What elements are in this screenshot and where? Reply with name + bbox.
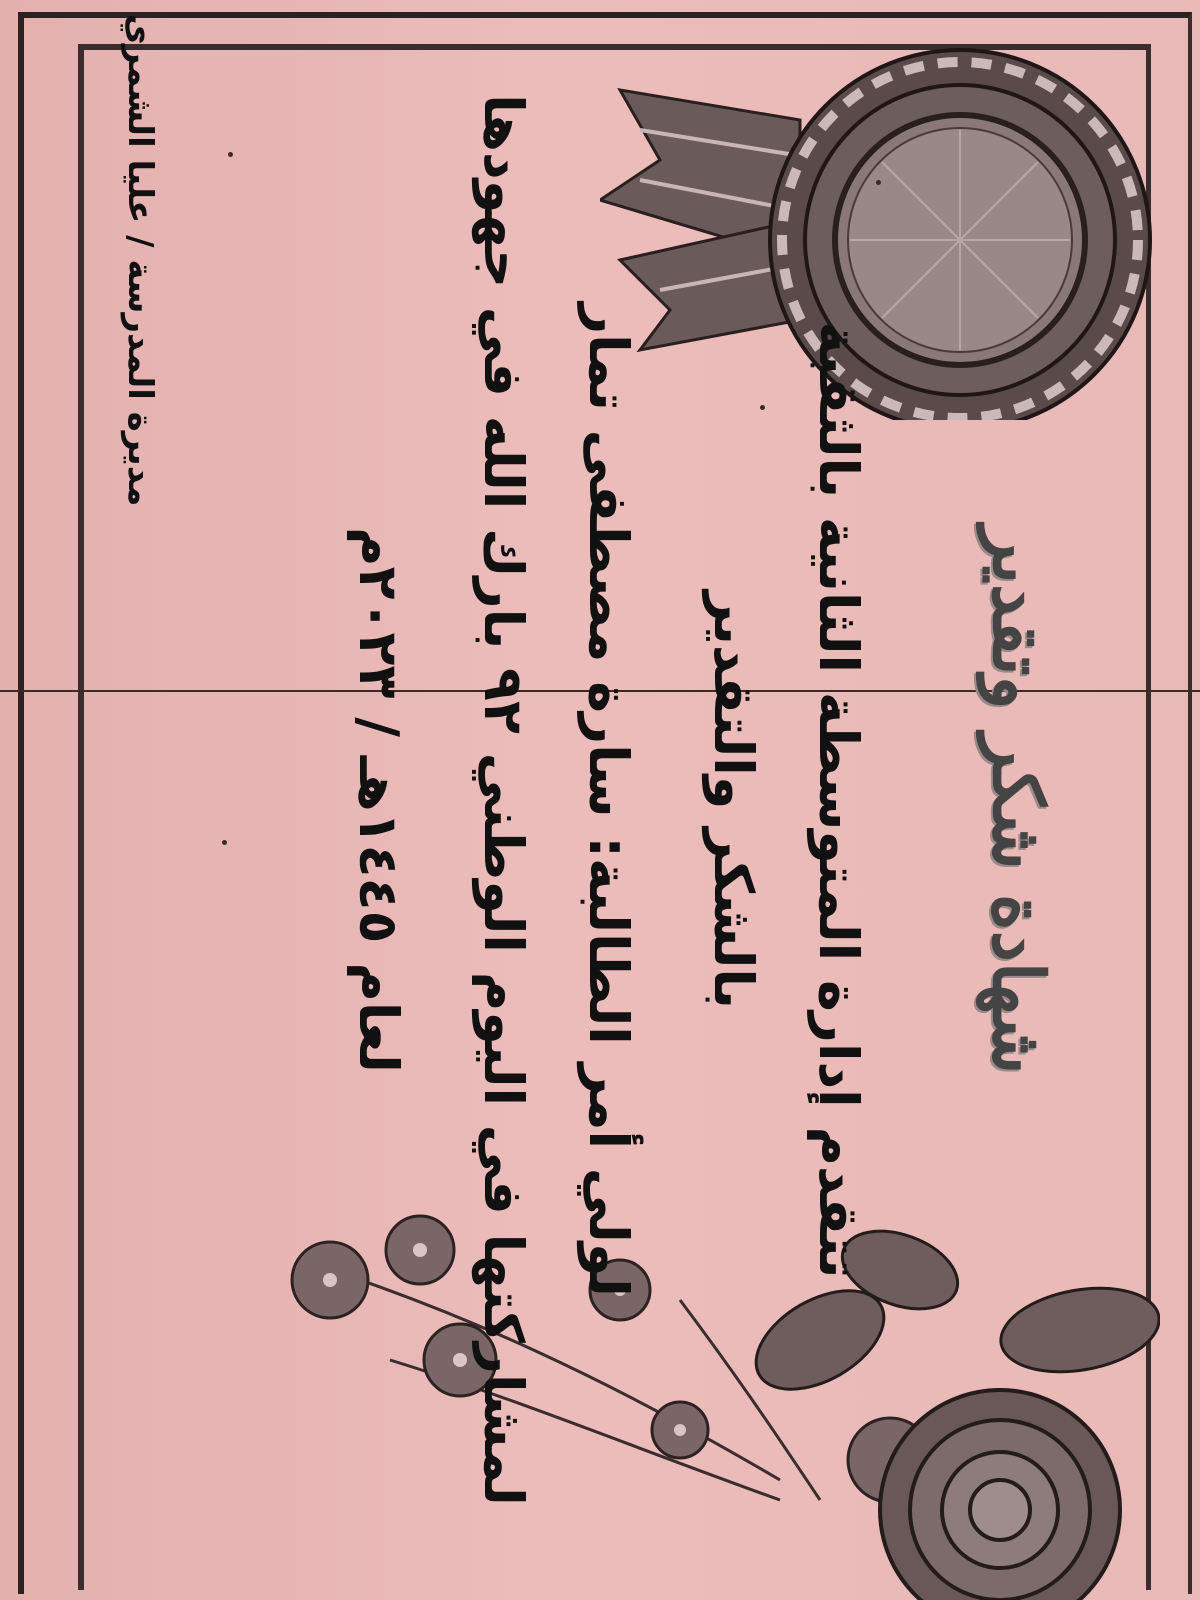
certificate-title: شهادة شكر وتقدير xyxy=(977,525,1060,1075)
principal-signature: مديرة المدرسة / عليا الشمري xyxy=(120,13,160,507)
speck xyxy=(228,152,233,157)
speck xyxy=(760,405,765,410)
thanks-line: بالشكر والتقدير xyxy=(702,591,765,1009)
year-line: لعام ١٤٤٥هـ / ٢٠٢٣م xyxy=(347,527,410,1073)
speck xyxy=(876,180,881,185)
recipient-line: لولي أمر الطالبة: سارة مصطفى تمار xyxy=(577,303,640,1297)
speck xyxy=(222,840,227,845)
reason-line: لمشاركتها في اليوم الوطني ٩٢ بارك الله في جهودها xyxy=(472,94,535,1506)
presenting-line: تتقدم إدارة المتوسطة الثانية بالثقبة xyxy=(807,321,870,1279)
